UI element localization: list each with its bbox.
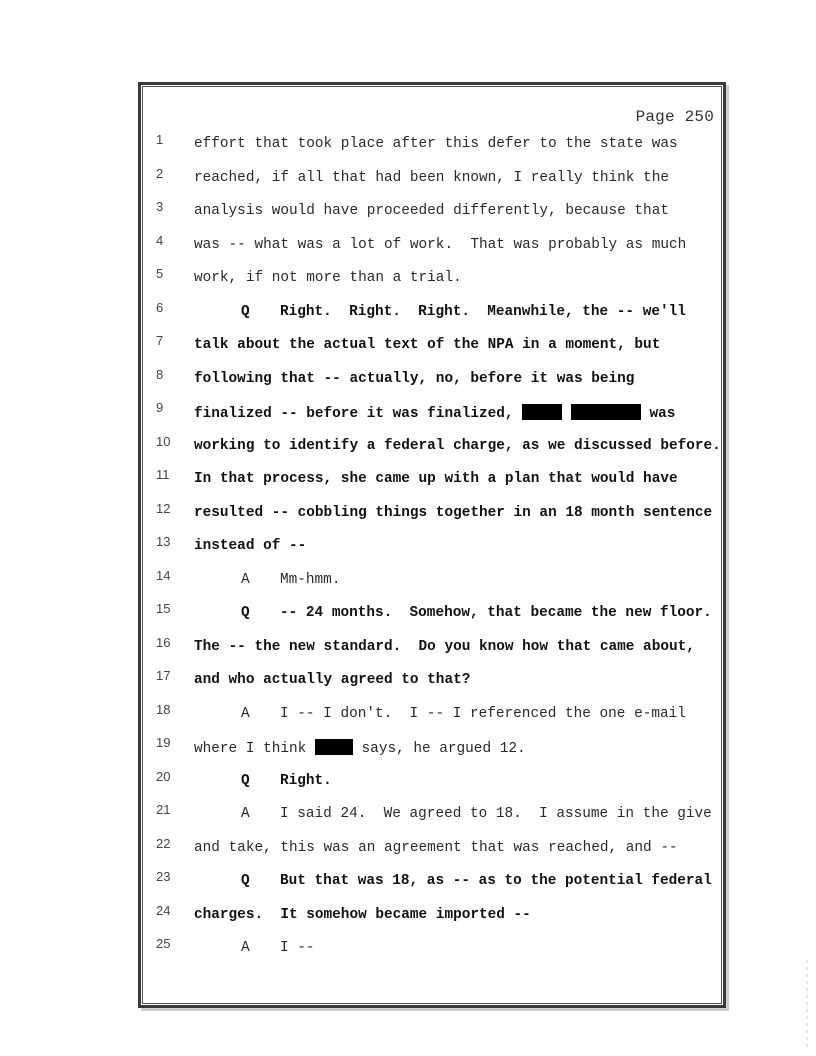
text-segment: effort that took place after this defer to the state was <box>194 136 678 152</box>
line-text <box>194 136 678 152</box>
line-number: 21 <box>156 802 171 817</box>
transcript-line <box>0 400 816 428</box>
text-segment: was -- what was a lot of work. That was probably as much <box>194 236 687 253</box>
scan-artifact <box>806 960 808 1050</box>
line-number: 11 <box>156 467 170 482</box>
text-segment: where I think <box>194 741 315 757</box>
line-text <box>194 505 712 521</box>
transcript-line <box>0 835 816 864</box>
text-segment <box>562 406 571 422</box>
speaker-label: Q <box>241 605 250 621</box>
line-text <box>194 438 721 454</box>
text-segment: Right. <box>280 772 332 789</box>
redaction-block <box>522 404 562 420</box>
transcript-line <box>0 199 816 227</box>
line-number: 23 <box>156 869 171 884</box>
speaker-label: A <box>241 940 250 956</box>
transcript-line <box>0 634 816 663</box>
text-segment: charges. It somehow became imported -- <box>194 906 531 923</box>
line-number: 18 <box>156 701 171 717</box>
transcript-line <box>0 802 816 830</box>
line-number: 15 <box>156 601 171 616</box>
text-segment: and who actually agreed to that? <box>194 672 471 688</box>
transcript-line <box>0 433 816 462</box>
text-segment: Right. Right. Right. Meanwhile, the -- we'll <box>280 303 686 320</box>
text-segment: reached, if all that had been known, I really think the <box>194 169 669 186</box>
transcript-line <box>0 902 816 931</box>
transcript-line <box>0 701 816 730</box>
text-segment: instead of -- <box>194 538 307 554</box>
line-text <box>194 538 306 554</box>
line-text <box>194 270 462 286</box>
line-text <box>194 605 712 621</box>
transcript-line <box>0 735 816 763</box>
transcript-line <box>0 869 816 897</box>
transcript-line <box>0 232 816 261</box>
transcript-line <box>0 467 816 495</box>
line-text <box>194 337 660 353</box>
line-text <box>194 739 526 757</box>
transcript-line <box>0 936 816 964</box>
line-text <box>194 773 332 789</box>
text-segment: -- 24 months. Somehow, that became the new floor. <box>280 605 712 621</box>
speaker-label: Q <box>241 873 250 889</box>
transcript-line <box>0 534 816 562</box>
text-segment: following that -- actually, no, before it was being <box>194 370 635 387</box>
speaker-label: Q <box>241 772 250 789</box>
line-number: 2 <box>156 165 164 181</box>
line-text <box>194 203 669 219</box>
line-text <box>194 471 678 487</box>
line-text <box>194 572 340 588</box>
line-text <box>194 840 678 856</box>
transcript-line <box>0 366 816 395</box>
speaker-label: A <box>241 806 250 822</box>
line-number: 10 <box>156 433 171 449</box>
line-number: 14 <box>156 567 171 583</box>
line-number: 20 <box>156 768 171 784</box>
line-number: 8 <box>156 366 164 382</box>
transcript-line <box>0 668 816 696</box>
text-segment: In that process, she came up with a plan that would have <box>194 471 678 487</box>
speaker-label: A <box>241 571 250 588</box>
line-text <box>194 940 315 956</box>
line-text <box>194 404 675 422</box>
line-number: 4 <box>156 232 164 248</box>
speaker-label: Q <box>241 303 250 320</box>
transcript-line <box>0 266 816 294</box>
transcript-line <box>0 132 816 160</box>
text-segment: The -- the new standard. Do you know how that came about, <box>194 638 695 655</box>
line-text <box>194 304 686 320</box>
line-text <box>194 806 712 822</box>
text-segment: was <box>640 406 676 422</box>
line-number: 7 <box>156 333 164 348</box>
line-text <box>194 706 686 722</box>
transcript-line <box>0 567 816 596</box>
transcript-line <box>0 333 816 361</box>
transcript-line <box>0 500 816 529</box>
line-number: 16 <box>156 634 171 650</box>
line-number: 3 <box>156 199 164 214</box>
transcript-line <box>0 299 816 328</box>
line-number: 6 <box>156 299 164 315</box>
text-segment: and take, this was an agreement that was reached, and -- <box>194 839 678 856</box>
line-text <box>194 873 712 889</box>
transcript-line <box>0 165 816 194</box>
redaction-block <box>571 404 641 420</box>
redaction-block <box>315 739 353 755</box>
line-number: 12 <box>156 500 171 516</box>
text-segment: talk about the actual text of the NPA in a moment, but <box>194 337 661 353</box>
text-segment: work, if not more than a trial. <box>194 270 462 286</box>
text-segment: But that was 18, as -- as to the potential federal <box>280 873 712 889</box>
line-number: 1 <box>156 132 164 147</box>
line-number: 22 <box>156 835 171 851</box>
line-text <box>194 672 470 688</box>
line-number: 5 <box>156 266 164 281</box>
text-segment: resulted -- cobbling things together in an 18 month sentence <box>194 504 713 521</box>
text-segment: working to identify a federal charge, as we discussed before. <box>194 437 721 454</box>
line-number: 24 <box>156 902 171 918</box>
line-text <box>194 237 686 253</box>
text-segment: says, he argued 12. <box>352 741 526 757</box>
line-text <box>194 371 634 387</box>
line-number: 25 <box>156 936 171 951</box>
text-segment: I -- I don't. I -- I referenced the one e-mail <box>280 705 686 722</box>
line-text <box>194 170 669 186</box>
text-segment: I -- <box>280 940 315 956</box>
line-number: 19 <box>156 735 171 750</box>
text-segment: I said 24. We agreed to 18. I assume in the give <box>280 806 712 822</box>
line-number: 17 <box>156 668 171 683</box>
text-segment: Mm-hmm. <box>280 571 341 588</box>
page-number: Page 250 <box>635 108 714 126</box>
text-segment: analysis would have proceeded differently, because that <box>194 203 669 219</box>
line-number: 9 <box>156 400 164 415</box>
text-segment: finalized -- before it was finalized, <box>194 406 523 422</box>
line-number: 13 <box>156 534 171 549</box>
transcript-line <box>0 601 816 629</box>
speaker-label: A <box>241 705 250 722</box>
transcript-line <box>0 768 816 797</box>
line-text <box>194 907 531 923</box>
line-text <box>194 639 695 655</box>
